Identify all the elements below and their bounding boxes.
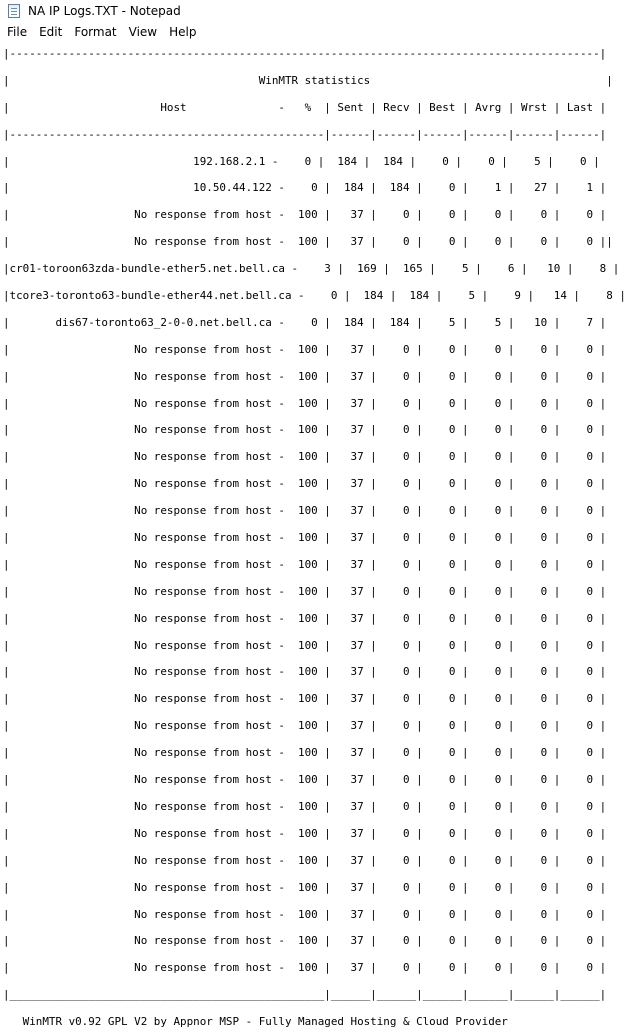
document-text bbox=[3, 41, 626, 1036]
text-line: | No response from host - 100 | 37 | 0 | 0 | 0 | 0 | 0 | bbox=[3, 773, 607, 787]
text-line: |cr01-toroon63zda-bundle-ether5.net.bell.ca - 3 | 169 | 165 | 5 | 6 | 10 | 8 | bbox=[3, 262, 620, 276]
text-line: | No response from host - 100 | 37 | 0 | 0 | 0 | 0 | 0 | bbox=[3, 504, 607, 518]
text-line: WinMTR v0.92 GPL V2 by Appnor MSP - Fully Managed Hosting & Cloud Provider bbox=[3, 1015, 508, 1029]
menu-edit[interactable]: Edit bbox=[39, 24, 63, 39]
text-line: | dis67-toronto63_2-0-0.net.bell.ca - 0 | 184 | 184 | 5 | 5 | 10 | 7 | bbox=[3, 315, 607, 329]
text-line: | No response from host - 100 | 37 | 0 | 0 | 0 | 0 | 0 | bbox=[3, 826, 607, 840]
text-line: | No response from host - 100 | 37 | 0 | 0 | 0 | 0 | 0 | bbox=[3, 746, 607, 760]
text-line: | No response from host - 100 | 37 | 0 | 0 | 0 | 0 | 0 | bbox=[3, 450, 607, 464]
text-line: |tcore3-toronto63-bundle-ether44.net.bell.ca - 0 | 184 | 184 | 5 | 9 | 14 | 8 | bbox=[3, 289, 626, 303]
text-line: | No response from host - 100 | 37 | 0 | 0 | 0 | 0 | 0 | bbox=[3, 531, 607, 545]
menu-bar bbox=[0, 22, 639, 41]
text-line: | 192.168.2.1 - 0 | 184 | 184 | 0 | 0 | 5 | 0 | bbox=[3, 154, 600, 168]
text-line: | No response from host - 100 | 37 | 0 | 0 | 0 | 0 | 0 | bbox=[3, 934, 607, 948]
menu-help[interactable]: Help bbox=[169, 24, 197, 39]
text-line: |________________________________________________|______|______|______|______|______|______| bbox=[3, 988, 607, 1002]
text-editor-area[interactable] bbox=[0, 41, 639, 1029]
text-line: | Host - % | Sent | Recv | Best | Avrg | Wrst | Last | bbox=[3, 100, 607, 114]
text-line: | 10.50.44.122 - 0 | 184 | 184 | 0 | 1 | 27 | 1 | bbox=[3, 181, 607, 195]
text-line: | No response from host - 100 | 37 | 0 | 0 | 0 | 0 | 0 | bbox=[3, 853, 607, 867]
text-line: | No response from host - 100 | 37 | 0 | 0 | 0 | 0 | 0 | bbox=[3, 692, 607, 706]
text-line: | No response from host - 100 | 37 | 0 | 0 | 0 | 0 | 0 | bbox=[3, 584, 607, 598]
text-line: | No response from host - 100 | 37 | 0 | 0 | 0 | 0 | 0 | bbox=[3, 208, 607, 222]
text-line: | No response from host - 100 | 37 | 0 | 0 | 0 | 0 | 0 || bbox=[3, 235, 613, 249]
text-line: | No response from host - 100 | 37 | 0 | 0 | 0 | 0 | 0 | bbox=[3, 880, 607, 894]
text-line: | No response from host - 100 | 37 | 0 | 0 | 0 | 0 | 0 | bbox=[3, 799, 607, 813]
notepad-icon bbox=[8, 4, 20, 18]
text-line: | No response from host - 100 | 37 | 0 | 0 | 0 | 0 | 0 | bbox=[3, 557, 607, 571]
window-title: NA IP Logs.TXT - Notepad bbox=[28, 4, 181, 18]
text-line: | No response from host - 100 | 37 | 0 | 0 | 0 | 0 | 0 | bbox=[3, 638, 607, 652]
text-line: |------------------------------------------------------------------------------------------| bbox=[3, 47, 607, 60]
text-line: | No response from host - 100 | 37 | 0 | 0 | 0 | 0 | 0 | bbox=[3, 369, 607, 383]
text-line: | No response from host - 100 | 37 | 0 | 0 | 0 | 0 | 0 | bbox=[3, 907, 607, 921]
text-line: | No response from host - 100 | 37 | 0 | 0 | 0 | 0 | 0 | bbox=[3, 611, 607, 625]
menu-file[interactable]: File bbox=[7, 24, 28, 39]
text-line: |------------------------------------------------|------|------|------|------|------|------| bbox=[3, 127, 607, 141]
text-line: | No response from host - 100 | 37 | 0 | 0 | 0 | 0 | 0 | bbox=[3, 396, 607, 410]
text-line: | No response from host - 100 | 37 | 0 | 0 | 0 | 0 | 0 | bbox=[3, 665, 607, 679]
menu-format[interactable]: Format bbox=[74, 24, 117, 39]
text-line: | No response from host - 100 | 37 | 0 | 0 | 0 | 0 | 0 | bbox=[3, 477, 607, 491]
text-line: | No response from host - 100 | 37 | 0 | 0 | 0 | 0 | 0 | bbox=[3, 342, 607, 356]
title-bar[interactable] bbox=[0, 0, 639, 22]
menu-view[interactable]: View bbox=[128, 24, 158, 39]
text-line: | No response from host - 100 | 37 | 0 | 0 | 0 | 0 | 0 | bbox=[3, 423, 607, 437]
text-line: | No response from host - 100 | 37 | 0 | 0 | 0 | 0 | 0 | bbox=[3, 719, 607, 733]
text-line: | WinMTR statistics | bbox=[3, 73, 613, 87]
text-line: | No response from host - 100 | 37 | 0 | 0 | 0 | 0 | 0 | bbox=[3, 961, 607, 975]
